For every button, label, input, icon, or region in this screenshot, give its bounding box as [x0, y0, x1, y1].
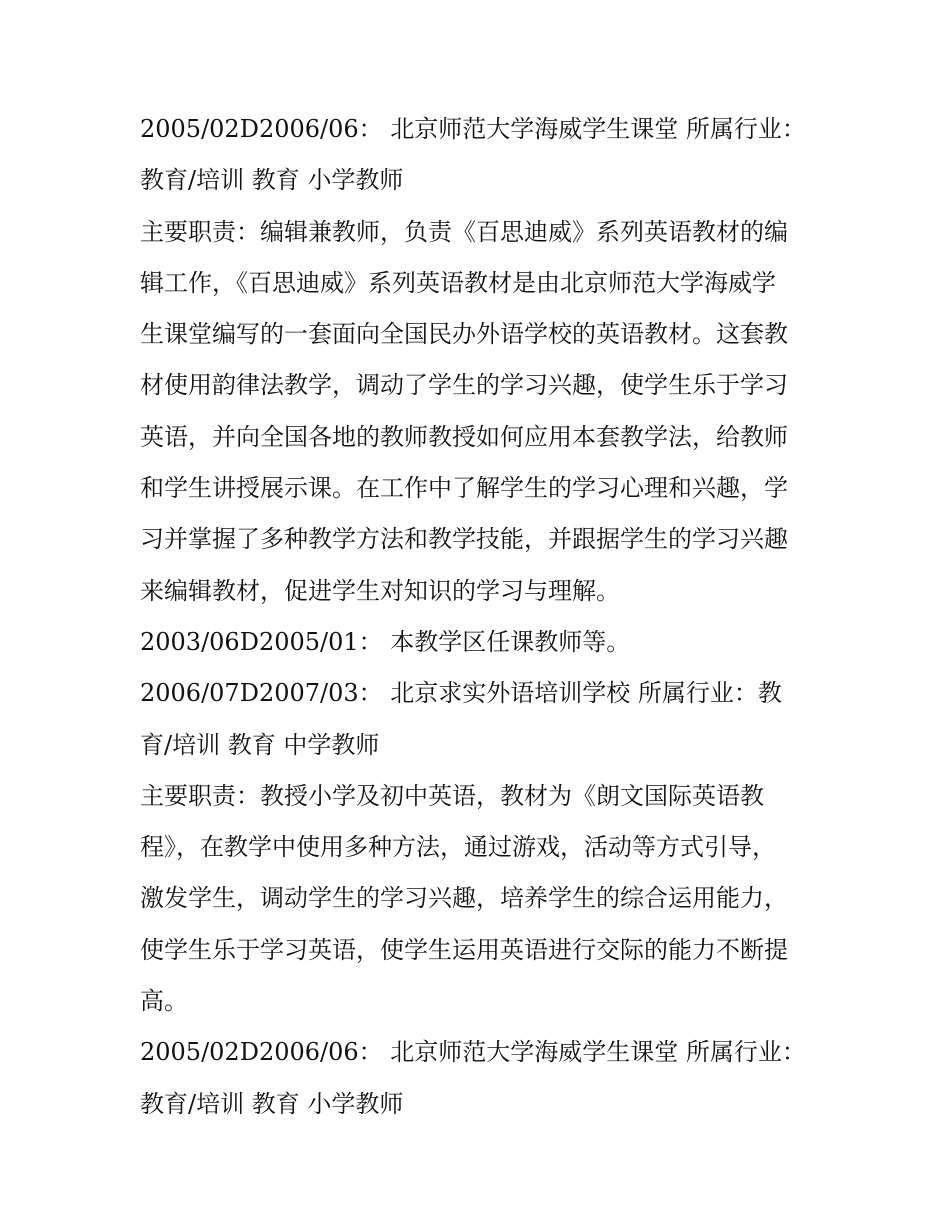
- text-line: 使学生乐于学习英语，使学生运用英语进行交际的能力不断提: [140, 935, 788, 964]
- text-line: 高。: [140, 987, 188, 1016]
- text-line: 2005/02D2006/06： 北京师范大学海威学生课堂 所属行业：: [140, 1038, 806, 1067]
- text-line: 育/培训 教育 中学教师: [140, 730, 380, 759]
- text-line: 激发学生，调动学生的学习兴趣，培养学生的综合运用能力，: [140, 884, 788, 913]
- text-line: 教育/培训 教育 小学教师: [140, 1089, 404, 1118]
- text-line: 2003/06D2005/01： 本教学区任课教师等。: [140, 627, 631, 656]
- text-line: 主要职责：编辑兼教师，负责《百思迪威》系列英语教材的编: [140, 217, 788, 246]
- resume-work-experience: [140, 104, 830, 1130]
- text-line: 来编辑教材，促进学生对知识的学习与理解。: [140, 576, 620, 605]
- text-line: 程》，在教学中使用多种方法，通过游戏，活动等方式引导，: [140, 833, 776, 862]
- text-line: 教育/培训 教育 小学教师: [140, 166, 404, 195]
- text-line: 辑工作，《百思迪威》系列英语教材是由北京师范大学海威学: [140, 268, 776, 297]
- text-line: 习并掌握了多种教学方法和教学技能，并跟据学生的学习兴趣: [140, 525, 788, 554]
- text-line: 材使用韵律法教学，调动了学生的学习兴趣，使学生乐于学习: [140, 371, 788, 400]
- text-line: 和学生讲授展示课。在工作中了解学生的学习心理和兴趣，学: [140, 474, 788, 503]
- text-line: 生课堂编写的一套面向全国民办外语学校的英语教材。这套教: [140, 320, 788, 349]
- text-line: 主要职责：教授小学及初中英语，教材为《朗文国际英语教: [140, 781, 764, 810]
- text-line: 2005/02D2006/06： 北京师范大学海威学生课堂 所属行业：: [140, 115, 806, 143]
- text-line: 2006/07D2007/03： 北京求实外语培训学校 所属行业：教: [140, 679, 782, 708]
- text-line: 英语，并向全国各地的教师教授如何应用本套教学法，给教师: [140, 422, 788, 451]
